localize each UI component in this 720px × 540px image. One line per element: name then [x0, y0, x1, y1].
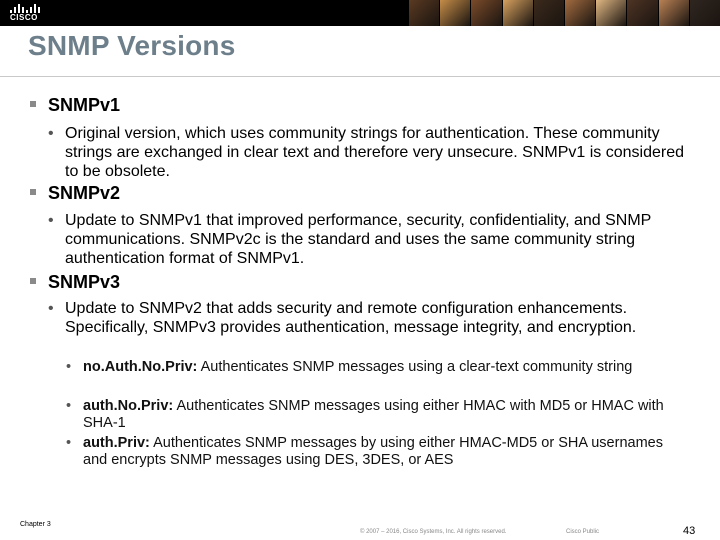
square-bullet-icon: [30, 189, 36, 195]
bullet-dot-icon: •: [48, 125, 54, 142]
header-photo: [626, 0, 657, 26]
bullet-dot-icon: •: [66, 435, 72, 451]
header-photo: [439, 0, 470, 26]
header-photo: [564, 0, 595, 26]
header-photo: [408, 0, 439, 26]
sub-bullet-text: Authenticates SNMP messages by using either HMAC-MD5 or SHA usernames and encrypts SNMP messages using DES, 3DES, or AES: [83, 435, 663, 468]
header-photo: [658, 0, 689, 26]
title-divider: [0, 76, 720, 77]
classification-label: Cisco Public: [566, 529, 600, 535]
sub-bullet-term: auth.Priv:: [83, 435, 150, 451]
header-photo: [689, 0, 720, 26]
cisco-logo: [10, 3, 42, 23]
sub-bullet-text: Authenticates SNMP messages using either HMAC with MD5 or HMAC with SHA-1: [83, 398, 664, 431]
sub-bullet-term: no.Auth.No.Priv:: [83, 359, 198, 375]
header-photo-strip: [408, 0, 720, 26]
header-photo: [502, 0, 533, 26]
header-photo: [470, 0, 501, 26]
sub-bullet-text: Authenticates SNMP messages using a clear-text community string: [200, 359, 633, 375]
copyright-notice: © 2007 – 2016, Cisco Systems, Inc. All rights reserved.: [360, 529, 507, 535]
bullet-dot-icon: •: [66, 398, 72, 414]
page-title: SNMP Versions: [28, 30, 236, 61]
square-bullet-icon: [30, 278, 36, 284]
bullet-dot-icon: •: [48, 300, 54, 317]
sub-bullet-term: auth.No.Priv:: [83, 398, 174, 414]
logo-text: CISCO: [10, 13, 38, 22]
header-photo: [533, 0, 564, 26]
page-number: 43: [683, 525, 696, 537]
chapter-label: Chapter 3: [20, 521, 51, 528]
cisco-bars-icon: [10, 3, 42, 13]
header-photo: [595, 0, 626, 26]
header-bar: [0, 0, 720, 26]
square-bullet-icon: [30, 101, 36, 107]
bullet-dot-icon: •: [66, 359, 72, 375]
bullet-dot-icon: •: [48, 212, 54, 229]
